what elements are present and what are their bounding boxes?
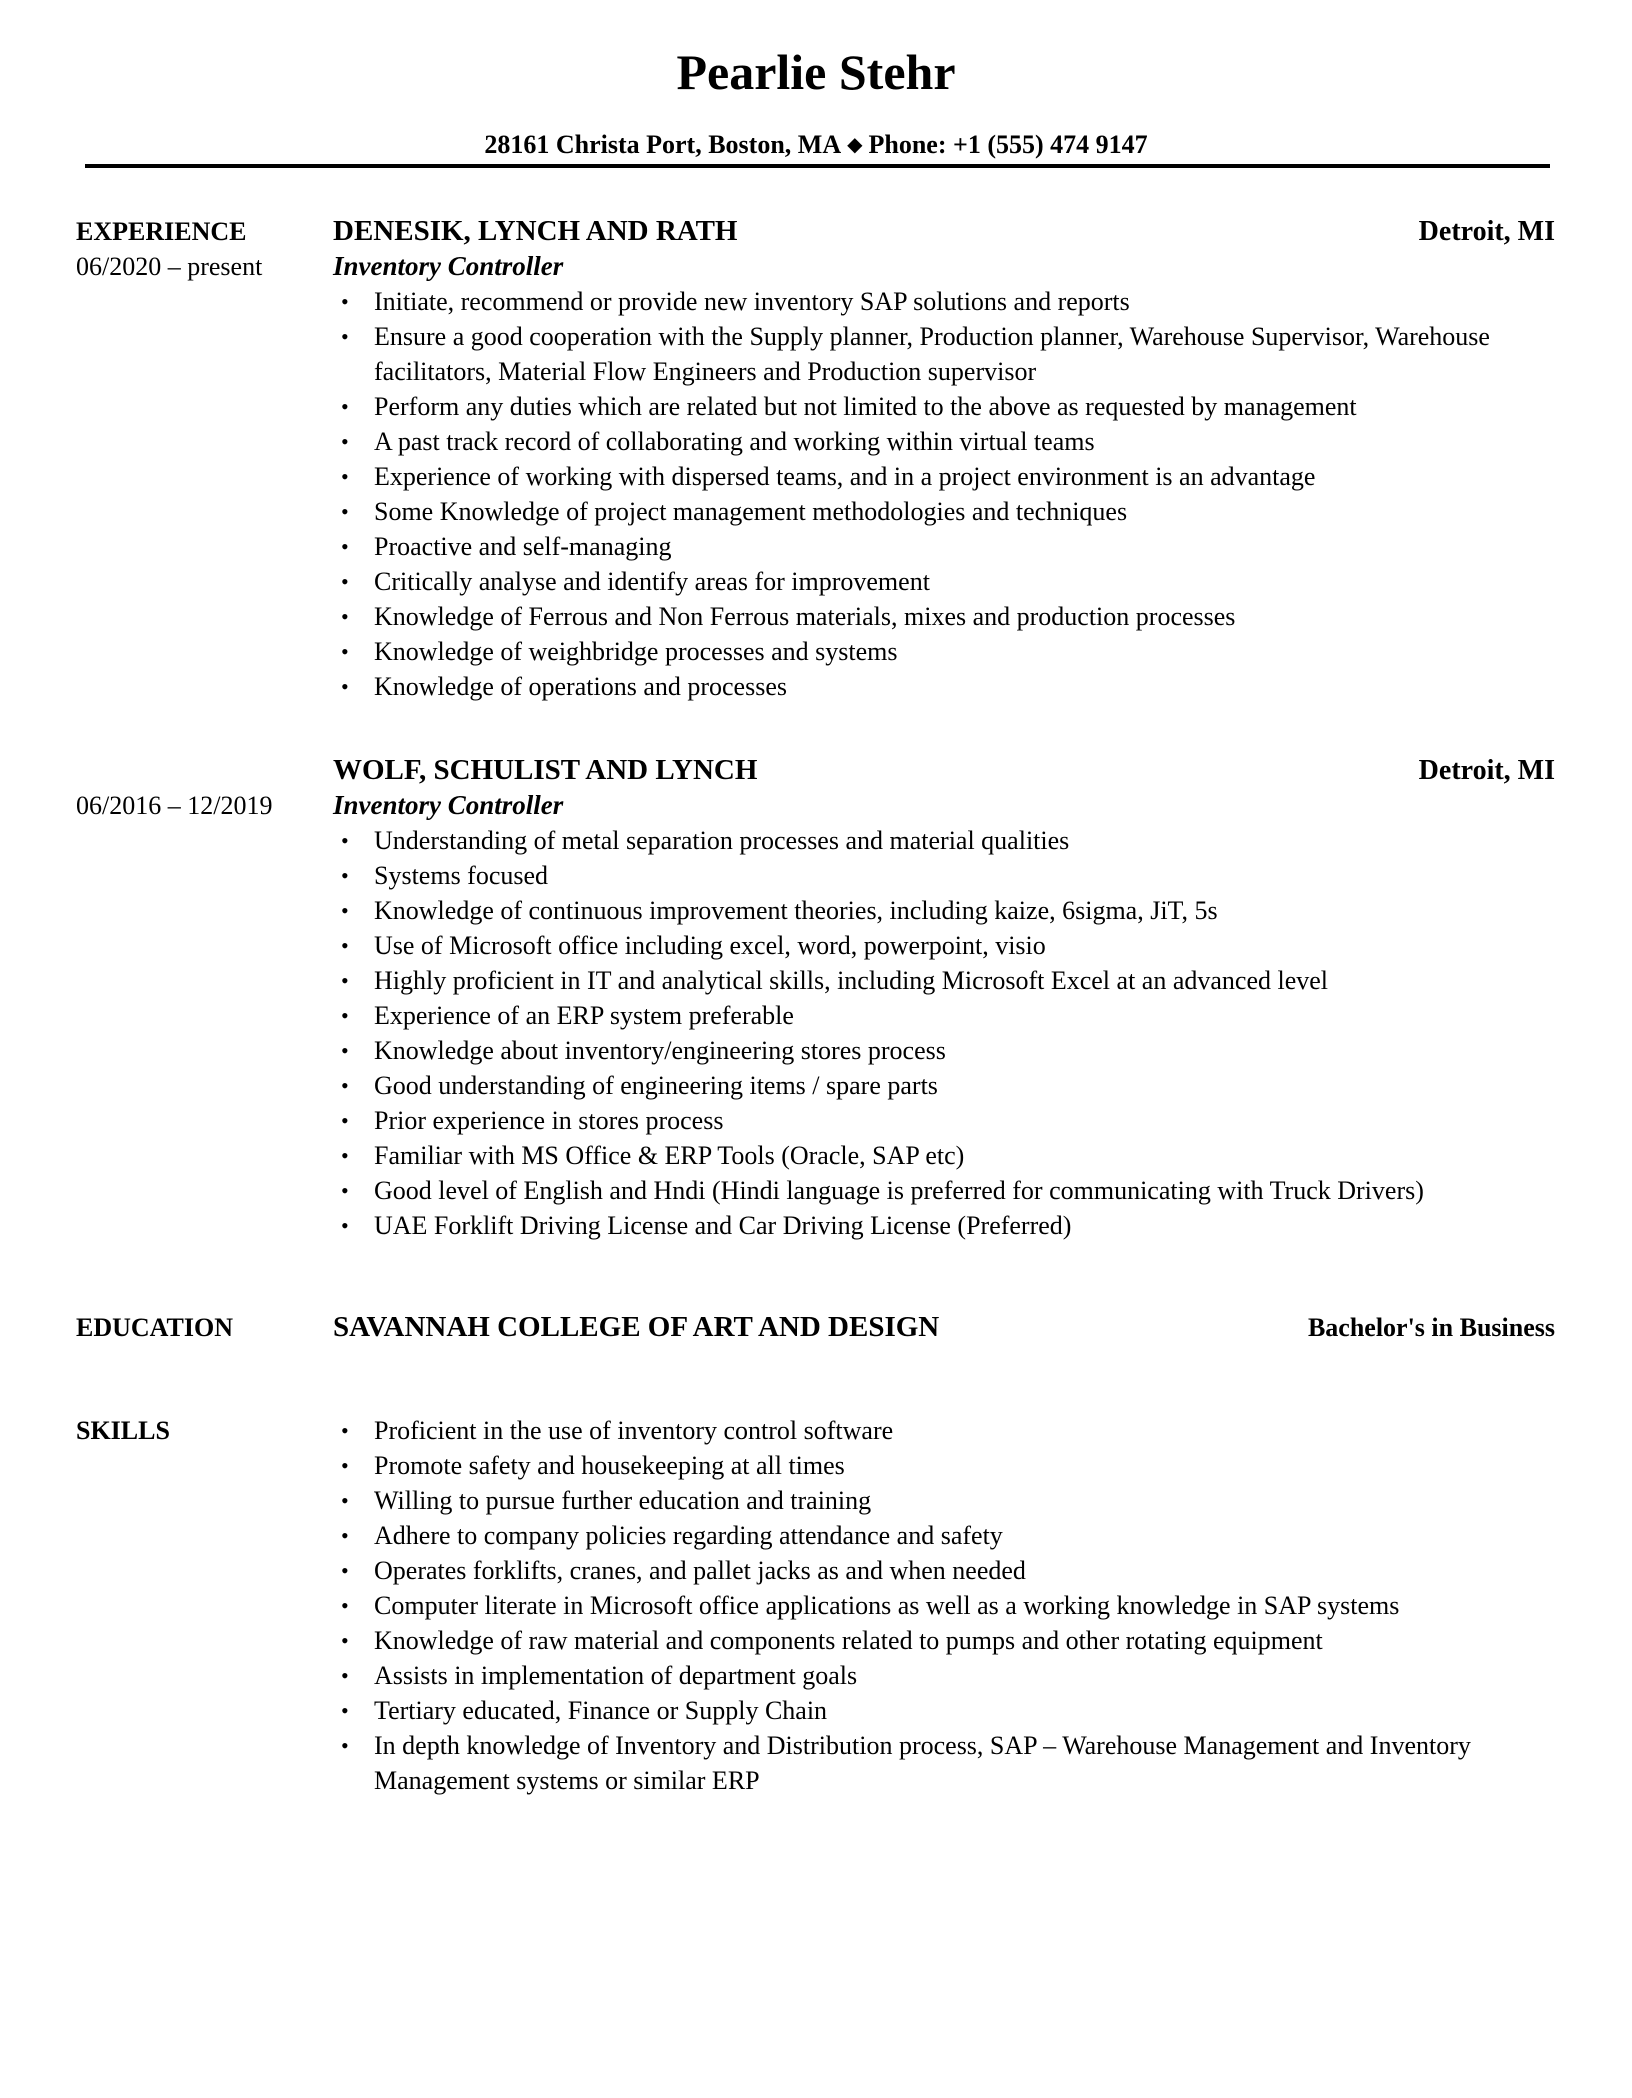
job-dates: 06/2016 – 12/2019 (76, 791, 273, 820)
list-item (333, 284, 1554, 319)
list-item (333, 389, 1554, 424)
bullet-icon: • (341, 1663, 349, 1688)
bullet-text: Knowledge of Ferrous and Non Ferrous materials, mixes and production processes (374, 602, 1236, 631)
list-item (333, 1173, 1554, 1208)
candidate-name: Pearlie Stehr (676, 44, 956, 100)
list-item (333, 858, 1554, 893)
bullet-icon: • (341, 1143, 349, 1168)
bullet-icon: • (341, 499, 349, 524)
job-title: Inventory Controller (333, 251, 564, 281)
bullet-text: Knowledge of continuous improvement theories, including kaize, 6sigma, JiT, 5s (374, 896, 1218, 925)
school-name: SAVANNAH COLLEGE OF ART AND DESIGN (333, 1311, 940, 1343)
job-title: Inventory Controller (333, 790, 564, 820)
bullet-text: Knowledge about inventory/engineering stores process (374, 1036, 946, 1065)
bullet-text: Ensure a good cooperation with the Supply planner, Production planner, Warehouse Supervisor, Warehouse facilitators, Material Flow Engineers and Production supervisor (374, 322, 1490, 386)
bullet-icon: • (341, 1003, 349, 1028)
bullet-text: Willing to pursue further education and training (374, 1486, 872, 1515)
skills-list (333, 1413, 1555, 1798)
bullet-icon: • (341, 1073, 349, 1098)
list-item (333, 823, 1554, 858)
bullet-text: Knowledge of operations and processes (374, 672, 787, 701)
list-item (333, 893, 1554, 928)
job-dates: 06/2020 – present (76, 252, 263, 281)
address: 28161 Christa Port, Boston, MA (484, 130, 842, 159)
bullet-text: Experience of working with dispersed teams, and in a project environment is an advantage (374, 462, 1316, 491)
bullet-icon: • (341, 394, 349, 419)
bullet-text: Systems focused (374, 861, 549, 890)
job-bullets (333, 284, 1555, 704)
bullet-icon: • (341, 1178, 349, 1203)
list-item (333, 319, 1554, 389)
bullet-icon: • (341, 1453, 349, 1478)
list-item (333, 1658, 1554, 1693)
bullet-icon: • (341, 534, 349, 559)
bullet-text: Adhere to company policies regarding attendance and safety (374, 1521, 1003, 1550)
bullet-icon: • (341, 968, 349, 993)
job-location: Detroit, MI (1418, 216, 1555, 247)
bullet-text: Good level of English and Hndi (Hindi language is preferred for communicating with Truck Drivers) (374, 1176, 1424, 1205)
job-bullets (333, 823, 1555, 1243)
skills-list-container (333, 1413, 1555, 1798)
bullet-icon: • (341, 604, 349, 629)
bullet-icon: • (341, 1038, 349, 1063)
list-item (333, 1483, 1554, 1518)
bullet-text: UAE Forklift Driving License and Car Driving License (Preferred) (374, 1211, 1072, 1240)
bullet-icon: • (341, 1628, 349, 1653)
bullet-icon: • (341, 1213, 349, 1238)
list-item (333, 1588, 1554, 1623)
list-item (333, 1448, 1554, 1483)
job-entry (333, 753, 1555, 1243)
bullet-icon: • (341, 289, 349, 314)
degree: Bachelor's in Business (1307, 1313, 1555, 1342)
diamond-separator-icon: ◆ (847, 134, 863, 156)
bullet-icon: • (341, 898, 349, 923)
section-label-skills: SKILLS (76, 1416, 170, 1445)
list-item (333, 564, 1554, 599)
bullet-text: Tertiary educated, Finance or Supply Chain (374, 1696, 828, 1725)
list-item (333, 963, 1554, 998)
bullet-icon: • (341, 639, 349, 664)
bullet-text: Proactive and self-managing (374, 532, 672, 561)
bullet-text: Prior experience in stores process (374, 1106, 724, 1135)
phone: Phone: +1 (555) 474 9147 (868, 130, 1148, 159)
bullet-icon: • (341, 1733, 349, 1758)
bullet-icon: • (341, 324, 349, 349)
bullet-icon: • (341, 429, 349, 454)
company-name: WOLF, SCHULIST AND LYNCH (333, 754, 758, 786)
bullet-text: Promote safety and housekeeping at all times (374, 1451, 845, 1480)
bullet-icon: • (341, 1488, 349, 1513)
bullet-icon: • (341, 933, 349, 958)
bullet-text: A past track record of collaborating and working within virtual teams (374, 427, 1095, 456)
section-label-experience: EXPERIENCE (76, 217, 247, 246)
bullet-icon: • (341, 1523, 349, 1548)
bullet-text: Perform any duties which are related but not limited to the above as requested by management (374, 392, 1357, 421)
contact-line (0, 128, 1632, 162)
bullet-text: Initiate, recommend or provide new inventory SAP solutions and reports (374, 287, 1130, 316)
list-item (333, 1138, 1554, 1173)
bullet-text: Experience of an ERP system preferable (374, 1001, 794, 1030)
bullet-icon: • (341, 464, 349, 489)
list-item (333, 928, 1554, 963)
bullet-icon: • (341, 828, 349, 853)
list-item (333, 599, 1554, 634)
bullet-icon: • (341, 1698, 349, 1723)
bullet-text: Knowledge of raw material and components related to pumps and other rotating equipment (374, 1626, 1323, 1655)
bullet-text: Good understanding of engineering items / spare parts (374, 1071, 938, 1100)
list-item (333, 1033, 1554, 1068)
list-item (333, 1413, 1554, 1448)
bullet-text: Operates forklifts, cranes, and pallet jacks as and when needed (374, 1556, 1026, 1585)
list-item (333, 1103, 1554, 1138)
job-entry (333, 214, 1555, 704)
education-entry (333, 1310, 1555, 1345)
bullet-icon: • (341, 863, 349, 888)
bullet-text: Assists in implementation of department goals (374, 1661, 858, 1690)
bullet-icon: • (341, 1558, 349, 1583)
bullet-text: In depth knowledge of Inventory and Distribution process, SAP – Warehouse Management and Inventory Management systems or similar ERP (374, 1731, 1471, 1795)
bullet-text: Critically analyse and identify areas for improvement (374, 567, 930, 596)
list-item (333, 459, 1554, 494)
list-item (333, 669, 1554, 704)
bullet-icon: • (341, 674, 349, 699)
bullet-icon: • (341, 1108, 349, 1133)
bullet-text: Use of Microsoft office including excel, word, powerpoint, visio (374, 931, 1046, 960)
list-item (333, 1553, 1554, 1588)
bullet-text: Proficient in the use of inventory control software (374, 1416, 894, 1445)
list-item (333, 1728, 1554, 1798)
list-item (333, 998, 1554, 1033)
list-item (333, 494, 1554, 529)
list-item (333, 1623, 1554, 1658)
list-item (333, 1068, 1554, 1103)
bullet-icon: • (341, 1593, 349, 1618)
company-name: DENESIK, LYNCH AND RATH (333, 215, 738, 247)
bullet-text: Understanding of metal separation processes and material qualities (374, 826, 1070, 855)
bullet-text: Familiar with MS Office & ERP Tools (Oracle, SAP etc) (374, 1141, 965, 1170)
list-item (333, 1693, 1554, 1728)
list-item (333, 424, 1554, 459)
list-item (333, 1208, 1554, 1243)
bullet-icon: • (341, 569, 349, 594)
list-item (333, 529, 1554, 564)
section-label-education: EDUCATION (76, 1313, 233, 1342)
bullet-text: Highly proficient in IT and analytical skills, including Microsoft Excel at an advanced level (374, 966, 1329, 995)
bullet-text: Some Knowledge of project management methodologies and techniques (374, 497, 1128, 526)
bullet-text: Computer literate in Microsoft office applications as well as a working knowledge in SAP systems (374, 1591, 1400, 1620)
list-item (333, 1518, 1554, 1553)
header-divider (85, 164, 1550, 168)
bullet-text: Knowledge of weighbridge processes and systems (374, 637, 898, 666)
bullet-icon: • (341, 1418, 349, 1443)
list-item (333, 634, 1554, 669)
job-location: Detroit, MI (1418, 755, 1555, 786)
